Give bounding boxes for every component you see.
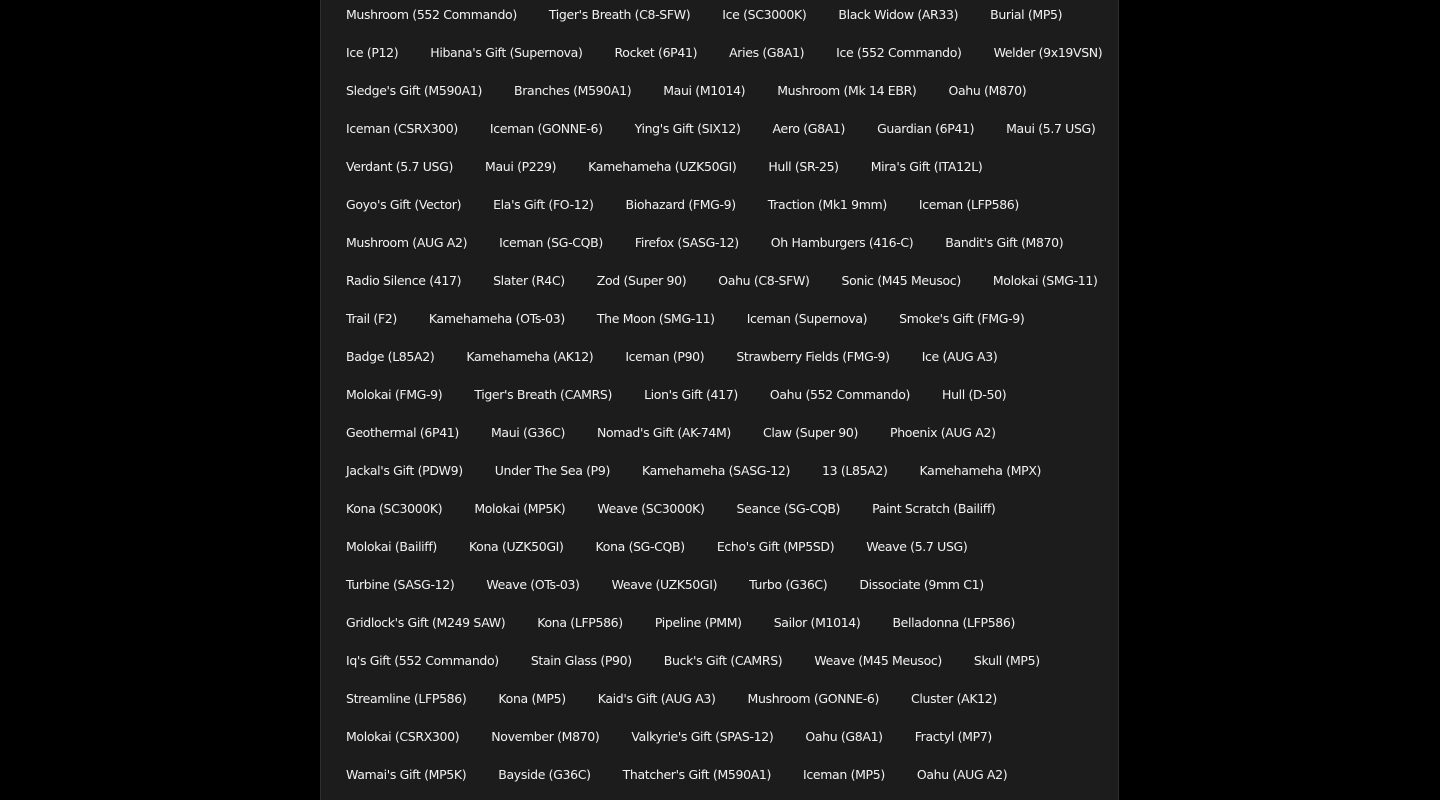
skin-row — [346, 185, 1118, 223]
skin-link[interactable]: Sonic (M45 Meusoc) — [841, 272, 961, 288]
skin-link[interactable]: Molokai (FMG-9) — [346, 386, 443, 402]
skin-link[interactable]: Kamehameha (SASG-12) — [641, 462, 791, 478]
skin-row — [346, 299, 1118, 337]
skin-link[interactable]: Jackal's Gift (PDW9) — [346, 462, 463, 478]
skin-link[interactable]: Ice (552 Commando) — [836, 44, 962, 60]
skin-link[interactable]: Mira's Gift (ITA12L) — [870, 158, 983, 174]
skin-link[interactable]: Welder (9x19VSN) — [993, 44, 1103, 60]
skin-row — [346, 527, 1118, 565]
skin-link[interactable]: Iceman (MP5) — [803, 766, 885, 782]
skin-link[interactable]: Valkyrie's Gift (SPAS-12) — [631, 728, 774, 744]
skin-row — [346, 679, 1118, 717]
skin-link[interactable]: Weave (OTs-03) — [486, 576, 580, 592]
skin-link[interactable]: Paint Scratch (Bailiff) — [872, 500, 996, 516]
skin-link[interactable]: Geothermal (6P41) — [346, 424, 459, 440]
skin-link[interactable]: Stain Glass (P90) — [530, 652, 632, 668]
skin-link[interactable]: Smoke's Gift (FMG-9) — [899, 310, 1025, 326]
skin-link[interactable]: Turbo (G36C) — [749, 576, 828, 592]
skin-row — [346, 109, 1118, 147]
skin-list — [346, 0, 1118, 793]
skin-row — [346, 375, 1118, 413]
skin-link[interactable]: Ice (AUG A3) — [921, 348, 998, 364]
skin-link[interactable]: Iceman (CSRX300) — [346, 120, 458, 136]
skin-link[interactable]: Under The Sea (P9) — [494, 462, 610, 478]
skin-link[interactable]: Hull (SR-25) — [768, 158, 839, 174]
skin-link[interactable]: Ice (P12) — [346, 44, 399, 60]
skin-link[interactable]: Thatcher's Gift (M590A1) — [622, 766, 772, 782]
skin-link[interactable]: Molokai (SMG-11) — [992, 272, 1098, 288]
skin-link[interactable]: Molokai (Bailiff) — [346, 538, 437, 554]
skin-row — [346, 413, 1118, 451]
skin-link[interactable]: Oahu (G8A1) — [805, 728, 883, 744]
skin-link[interactable]: Maui (5.7 USG) — [1006, 120, 1096, 136]
skin-link[interactable]: Kamehameha (UZK50GI) — [588, 158, 737, 174]
skin-link[interactable]: Badge (L85A2) — [346, 348, 435, 364]
skin-row — [346, 717, 1118, 755]
skin-link[interactable]: Weave (M45 Meusoc) — [814, 652, 942, 668]
skin-link[interactable]: Kamehameha (AK12) — [466, 348, 594, 364]
skin-link[interactable]: Tiger's Breath (C8-SFW) — [548, 6, 691, 22]
skin-link[interactable]: Wamai's Gift (MP5K) — [346, 766, 467, 782]
skin-row — [346, 261, 1118, 299]
skin-row — [346, 337, 1118, 375]
skin-row — [346, 489, 1118, 527]
skin-link[interactable]: Kona (LFP586) — [537, 614, 623, 630]
skin-link[interactable]: Aries (G8A1) — [729, 44, 805, 60]
skin-link[interactable]: Kona (MP5) — [498, 690, 566, 706]
skin-link[interactable]: Hibana's Gift (Supernova) — [430, 44, 583, 60]
skin-link[interactable]: Black Widow (AR33) — [838, 6, 959, 22]
skin-link[interactable]: Traction (Mk1 9mm) — [767, 196, 887, 212]
skin-link[interactable]: Iceman (GONNE-6) — [489, 120, 603, 136]
skin-link[interactable]: Maui (G36C) — [490, 424, 565, 440]
skin-link[interactable]: Fractyl (MP7) — [914, 728, 992, 744]
skin-link[interactable]: Oahu (AUG A2) — [916, 766, 1008, 782]
skin-link[interactable]: Burial (MP5) — [990, 6, 1063, 22]
skin-row — [346, 641, 1118, 679]
skin-row — [346, 451, 1118, 489]
skin-link[interactable]: Maui (P229) — [485, 158, 557, 174]
skin-link[interactable]: Seance (SG-CQB) — [736, 500, 841, 516]
skin-link[interactable]: November (M870) — [491, 728, 600, 744]
skin-link[interactable]: Cluster (AK12) — [911, 690, 997, 706]
skin-link[interactable]: Radio Silence (417) — [346, 272, 462, 288]
skin-link[interactable]: Trail (F2) — [346, 310, 397, 326]
skin-link[interactable]: Tiger's Breath (CAMRS) — [474, 386, 613, 402]
skin-link[interactable]: Iceman (LFP586) — [918, 196, 1019, 212]
skin-link[interactable]: Zod (Super 90) — [596, 272, 687, 288]
skin-link[interactable]: Hull (D-50) — [942, 386, 1007, 402]
skin-link[interactable]: Molokai (CSRX300) — [346, 728, 460, 744]
skin-list-panel — [320, 0, 1119, 800]
skin-link[interactable]: Dissociate (9mm C1) — [859, 576, 984, 592]
skin-link[interactable]: Weave (SC3000K) — [597, 500, 705, 516]
skin-link[interactable]: Streamline (LFP586) — [346, 690, 467, 706]
skin-link[interactable]: Belladonna (LFP586) — [892, 614, 1016, 630]
skin-link[interactable]: Iceman (SG-CQB) — [499, 234, 603, 250]
skin-link[interactable]: Sailor (M1014) — [773, 614, 861, 630]
skin-row — [346, 565, 1118, 603]
skin-link[interactable]: The Moon (SMG-11) — [596, 310, 715, 326]
skin-link[interactable]: Bandit's Gift (M870) — [945, 234, 1064, 250]
skin-link[interactable]: Verdant (5.7 USG) — [346, 158, 454, 174]
skin-link[interactable]: Kona (SG-CQB) — [595, 538, 685, 554]
skin-link[interactable]: Oahu (M870) — [948, 82, 1027, 98]
skin-link[interactable]: Ying's Gift (SIX12) — [634, 120, 741, 136]
skin-link[interactable]: Echo's Gift (MP5SD) — [716, 538, 835, 554]
skin-link[interactable]: Rocket (6P41) — [614, 44, 698, 60]
skin-link[interactable]: 13 (L85A2) — [822, 462, 888, 478]
skin-link[interactable]: Mushroom (GONNE-6) — [747, 690, 880, 706]
skin-link[interactable]: Ice (SC3000K) — [722, 6, 807, 22]
skin-link[interactable]: Slater (R4C) — [493, 272, 565, 288]
skin-link[interactable]: Weave (UZK50GI) — [611, 576, 718, 592]
skin-link[interactable]: Phoenix (AUG A2) — [890, 424, 996, 440]
skin-link[interactable]: Claw (Super 90) — [762, 424, 859, 440]
skin-link[interactable]: Oahu (552 Commando) — [769, 386, 911, 402]
skin-link[interactable]: Firefox (SASG-12) — [634, 234, 739, 250]
skin-link[interactable]: Kamehameha (MPX) — [919, 462, 1042, 478]
skin-row — [346, 223, 1118, 261]
skin-link[interactable]: Biohazard (FMG-9) — [625, 196, 736, 212]
skin-link[interactable]: Gridlock's Gift (M249 SAW) — [346, 614, 506, 630]
skin-link[interactable]: Molokai (MP5K) — [474, 500, 566, 516]
skin-link[interactable]: Guardian (6P41) — [877, 120, 975, 136]
skin-row — [346, 33, 1118, 71]
skin-link[interactable]: Buck's Gift (CAMRS) — [663, 652, 783, 668]
skin-row — [346, 0, 1118, 33]
skin-link[interactable]: Iq's Gift (552 Commando) — [346, 652, 499, 668]
skin-link[interactable]: Nomad's Gift (AK-74M) — [597, 424, 731, 440]
skin-link[interactable]: Kamehameha (OTs-03) — [428, 310, 565, 326]
skin-link[interactable]: Ela's Gift (FO-12) — [493, 196, 594, 212]
skin-link[interactable]: Oh Hamburgers (416-C) — [770, 234, 914, 250]
skin-link[interactable]: Turbine (SASG-12) — [346, 576, 455, 592]
skin-link[interactable]: Sledge's Gift (M590A1) — [346, 82, 482, 98]
skin-link[interactable]: Mushroom (552 Commando) — [346, 6, 517, 22]
skin-link[interactable]: Kona (SC3000K) — [346, 500, 443, 516]
skin-row — [346, 755, 1118, 793]
skin-link[interactable]: Bayside (G36C) — [498, 766, 591, 782]
skin-link[interactable]: Maui (M1014) — [663, 82, 746, 98]
skin-row — [346, 147, 1118, 185]
skin-row — [346, 71, 1118, 109]
skin-link[interactable]: Weave (5.7 USG) — [866, 538, 968, 554]
skin-link[interactable]: Iceman (P90) — [625, 348, 705, 364]
skin-link[interactable]: Goyo's Gift (Vector) — [346, 196, 462, 212]
skin-link[interactable]: Mushroom (AUG A2) — [346, 234, 468, 250]
skin-link[interactable]: Kona (UZK50GI) — [468, 538, 564, 554]
skin-link[interactable]: Strawberry Fields (FMG-9) — [736, 348, 890, 364]
skin-link[interactable]: Lion's Gift (417) — [644, 386, 738, 402]
skin-link[interactable]: Kaid's Gift (AUG A3) — [597, 690, 716, 706]
skin-link[interactable]: Skull (MP5) — [973, 652, 1040, 668]
skin-link[interactable]: Pipeline (PMM) — [654, 614, 742, 630]
skin-link[interactable]: Iceman (Supernova) — [746, 310, 868, 326]
skin-link[interactable]: Branches (M590A1) — [514, 82, 632, 98]
skin-row — [346, 603, 1118, 641]
skin-link[interactable]: Oahu (C8-SFW) — [718, 272, 810, 288]
skin-link[interactable]: Mushroom (Mk 14 EBR) — [777, 82, 917, 98]
skin-link[interactable]: Aero (G8A1) — [772, 120, 846, 136]
